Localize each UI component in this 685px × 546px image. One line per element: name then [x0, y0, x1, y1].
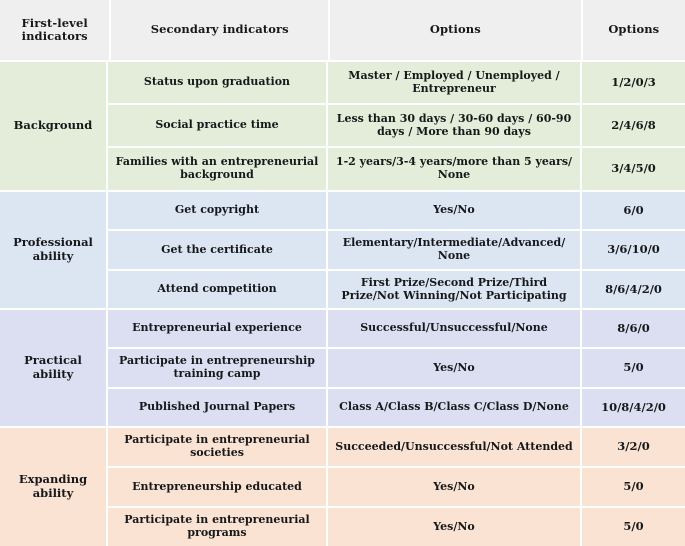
table-group-practical-ability [0, 310, 685, 426]
cell-scores: 6/0 [582, 192, 685, 229]
cell-secondary-indicator: Get copyright [108, 192, 326, 229]
group-label-professional-ability: Professional ability [0, 192, 106, 308]
table-row [108, 192, 685, 229]
cell-secondary-indicator: Attend competition [108, 271, 326, 308]
cell-options: Elementary/Intermediate/Advanced/ None [328, 231, 580, 269]
cell-secondary-indicator: Participate in entrepreneurial societies [108, 428, 326, 466]
cell-options: Less than 30 days / 30-60 days / 60-90 days / More than 90 days [328, 105, 580, 146]
cell-secondary-indicator: Social practice time [108, 105, 326, 146]
table-row [108, 231, 685, 269]
cell-scores: 3/2/0 [582, 428, 685, 466]
cell-scores: 5/0 [582, 468, 685, 506]
cell-options: Succeeded/Unsuccessful/Not Attended [328, 428, 580, 466]
cell-scores: 3/4/5/0 [582, 148, 685, 190]
table-row [108, 148, 685, 190]
table-row [108, 468, 685, 506]
group-label-background: Background [0, 62, 106, 190]
table-row [108, 105, 685, 146]
cell-scores: 8/6/4/2/0 [582, 271, 685, 308]
table-row [108, 310, 685, 347]
table-row [108, 508, 685, 546]
cell-secondary-indicator: Participate in entrepreneurial programs [108, 508, 326, 546]
cell-scores: 8/6/0 [582, 310, 685, 347]
cell-secondary-indicator: Families with an entrepreneurial background [108, 148, 326, 190]
cell-scores: 3/6/10/0 [582, 231, 685, 269]
cell-scores: 2/4/6/8 [582, 105, 685, 146]
cell-options: Yes/No [328, 192, 580, 229]
cell-options: Master / Employed / Unemployed / Entrepreneur [328, 62, 580, 103]
column-header-secondary: Secondary indicators [111, 0, 328, 60]
cell-options: First Prize/Second Prize/Third Prize/Not Winning/Not Participating [328, 271, 580, 308]
cell-secondary-indicator: Published Journal Papers [108, 389, 326, 426]
table-header-row [0, 0, 685, 60]
table-row [108, 271, 685, 308]
cell-secondary-indicator: Get the certificate [108, 231, 326, 269]
table-row [108, 389, 685, 426]
column-header-scores: Options [583, 0, 685, 60]
cell-options: Class A/Class B/Class C/Class D/None [328, 389, 580, 426]
cell-secondary-indicator: Status upon graduation [108, 62, 326, 103]
group-label-expanding-ability: Expanding ability [0, 428, 106, 546]
cell-options: Successful/Unsuccessful/None [328, 310, 580, 347]
cell-options: Yes/No [328, 468, 580, 506]
cell-scores: 1/2/0/3 [582, 62, 685, 103]
cell-secondary-indicator: Entrepreneurial experience [108, 310, 326, 347]
table-row [108, 428, 685, 466]
cell-scores: 5/0 [582, 349, 685, 387]
table-group-background [0, 62, 685, 190]
table-row [108, 349, 685, 387]
cell-options: Yes/No [328, 508, 580, 546]
cell-scores: 10/8/4/2/0 [582, 389, 685, 426]
table-row [108, 62, 685, 103]
cell-options: Yes/No [328, 349, 580, 387]
table-group-professional-ability [0, 192, 685, 308]
table-group-expanding-ability [0, 428, 685, 546]
column-header-options: Options [330, 0, 581, 60]
column-header-first-level: First-level indicators [0, 0, 109, 60]
cell-secondary-indicator: Participate in entrepreneurship training camp [108, 349, 326, 387]
cell-secondary-indicator: Entrepreneurship educated [108, 468, 326, 506]
group-label-practical-ability: Practical ability [0, 310, 106, 426]
cell-options: 1-2 years/3-4 years/more than 5 years/ None [328, 148, 580, 190]
cell-scores: 5/0 [582, 508, 685, 546]
